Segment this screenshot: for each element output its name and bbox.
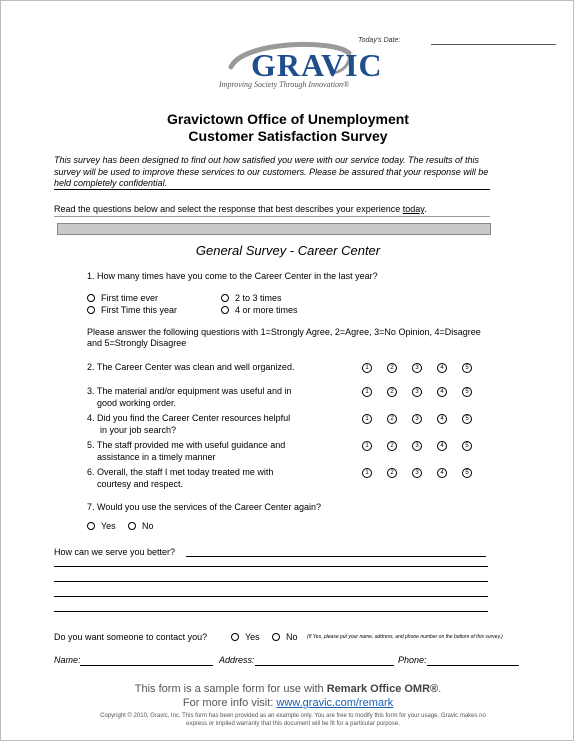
q7-no-label: No	[142, 521, 154, 531]
intro-divider	[54, 189, 490, 190]
copyright-text: Copyright © 2010, Gravic, Inc. This form has been provided as an example only. You are free to modify this form for your usage. Gravic makes no express or implied warranty that this document will be fit for a particular purpose.	[100, 713, 486, 727]
radio-icon	[87, 306, 95, 314]
rating-bubble-q3-4[interactable]: 4	[437, 387, 447, 397]
q1-option-first-this-year[interactable]	[87, 305, 177, 315]
rating-bubble-q4-4[interactable]: 4	[437, 414, 447, 424]
q2-text: 2. The Career Center was clean and well organized.	[87, 362, 295, 372]
radio-icon	[87, 522, 95, 530]
rating-bubble-q2-5[interactable]: 5	[462, 363, 472, 373]
q3-text-line2: good working order.	[97, 398, 177, 408]
rating-bubble-q6-1[interactable]: 1	[362, 468, 372, 478]
rating-bubble-q2-4[interactable]: 4	[437, 363, 447, 373]
q1-option-label: First time ever	[101, 293, 159, 303]
radio-icon	[221, 294, 229, 302]
phone-label: Phone:	[398, 655, 427, 665]
rating-bubble-q6-5[interactable]: 5	[462, 468, 472, 478]
serve-prompt: How can we serve you better?	[54, 547, 176, 557]
rating-bubble-q5-1[interactable]: 1	[362, 441, 372, 451]
q1-option-first-time-ever[interactable]	[87, 293, 158, 303]
q5-text-line1: 5. The staff provided me with useful guidance and	[87, 440, 286, 450]
q6-text-line1: 6. Overall, the staff I met today treated me with	[87, 467, 274, 477]
footer-sample-end: .	[438, 683, 442, 695]
radio-icon	[128, 522, 136, 530]
q5-text-line2: assistance in a timely manner	[97, 452, 216, 462]
rating-bubble-q2-3[interactable]: 3	[412, 363, 422, 373]
name-field[interactable]	[80, 665, 213, 666]
serve-answer-line[interactable]	[54, 581, 488, 582]
instructions-end: .	[424, 204, 427, 214]
rating-bubble-q5-2[interactable]: 2	[387, 441, 397, 451]
footer-info	[1, 697, 574, 709]
q7-yes-label: Yes	[101, 521, 116, 531]
rating-bubble-q4-5[interactable]: 5	[462, 414, 472, 424]
rating-bubble-q3-1[interactable]: 1	[362, 387, 372, 397]
rating-bubble-q3-2[interactable]: 2	[387, 387, 397, 397]
rating-bubble-q5-3[interactable]: 3	[412, 441, 422, 451]
q1-option-label: 4 or more times	[235, 305, 298, 315]
section-bar	[57, 223, 491, 235]
rating-bubble-q6-2[interactable]: 2	[387, 468, 397, 478]
rating-bubble-q6-4[interactable]: 4	[437, 468, 447, 478]
instructions-underlined: today	[402, 204, 425, 214]
serve-answer-line[interactable]	[186, 556, 486, 557]
rating-bubble-q4-1[interactable]: 1	[362, 414, 372, 424]
q6-text-line2: courtesy and respect.	[97, 479, 184, 489]
q4-text-line2: in your job search?	[100, 425, 177, 435]
q7-option-yes[interactable]	[87, 521, 116, 531]
rating-bubble-q5-4[interactable]: 4	[437, 441, 447, 451]
logo-wordmark: GRAVIC	[251, 47, 383, 83]
footer-url-link[interactable]: www.gravic.com/remark	[276, 697, 394, 709]
rating-bubble-q2-2[interactable]: 2	[387, 363, 397, 373]
instructions-text: Read the questions below and select the response that best describes your experience	[54, 204, 403, 214]
q7-question: 7. Would you use the services of the Career Center again?	[87, 502, 321, 512]
footer-sample	[1, 683, 574, 695]
rating-bubble-q4-2[interactable]: 2	[387, 414, 397, 424]
address-label: Address:	[219, 655, 255, 665]
q1-option-2-to-3[interactable]	[221, 293, 282, 303]
address-field[interactable]	[255, 665, 394, 666]
rating-bubble-q2-1[interactable]: 1	[362, 363, 372, 373]
instructions-divider	[54, 216, 490, 217]
intro-text: This survey has been designed to find out how satisfied you were with our service today. The results of this survey will be used to improve these services to our customers. Please be assured that your response will be held completely confidential.	[54, 155, 489, 188]
contact-yes-label: Yes	[245, 632, 260, 642]
contact-no-label: No	[286, 632, 298, 642]
rating-bubble-q4-3[interactable]: 3	[412, 414, 422, 424]
radio-icon	[231, 633, 239, 641]
contact-option-no[interactable]	[272, 632, 298, 642]
serve-answer-line[interactable]	[54, 596, 488, 597]
rating-bubble-q3-3[interactable]: 3	[412, 387, 422, 397]
rating-bubble-q5-5[interactable]: 5	[462, 441, 472, 451]
logo-tagline: Improving Society Through Innovation®	[219, 80, 350, 89]
radio-icon	[272, 633, 280, 641]
q1-option-label: First Time this year	[101, 305, 178, 315]
rating-bubble-q3-5[interactable]: 5	[462, 387, 472, 397]
q1-option-4-or-more[interactable]	[221, 305, 298, 315]
q3-text-line1: 3. The material and/or equipment was useful and in	[87, 386, 292, 396]
section-title: General Survey - Career Center	[195, 243, 381, 258]
q4-text-line1: 4. Did you find the Career Center resources helpful	[87, 413, 291, 423]
footer-sample-text: This form is a sample form for use with	[134, 683, 327, 695]
date-label: Today's Date:	[358, 37, 401, 44]
rating-bubble-q6-3[interactable]: 3	[412, 468, 422, 478]
name-label: Name:	[54, 655, 81, 665]
serve-answer-line[interactable]	[54, 611, 488, 612]
q1-question: 1. How many times have you come to the Career Center in the last year?	[87, 271, 378, 281]
survey-title-line2: Customer Satisfaction Survey	[188, 128, 388, 144]
serve-answer-line[interactable]	[54, 566, 488, 567]
phone-field[interactable]	[427, 665, 519, 666]
footer-product: Remark Office OMR®	[326, 683, 439, 695]
q1-option-label: 2 to 3 times	[235, 293, 282, 303]
radio-icon	[87, 294, 95, 302]
contact-question: Do you want someone to contact you?	[54, 632, 208, 642]
radio-icon	[221, 306, 229, 314]
contact-option-yes[interactable]	[231, 632, 260, 642]
instructions	[54, 204, 427, 214]
q7-option-no[interactable]	[128, 521, 154, 531]
date-field[interactable]	[431, 44, 556, 45]
survey-title-line1: Gravictown Office of Unemployment	[167, 111, 409, 127]
scale-instructions: Please answer the following questions with 1=Strongly Agree, 2=Agree, 3=No Opinion, 4=Disagree and 5=Strongly Disagree	[87, 327, 481, 348]
contact-note: (If Yes, please put your name, address, and phone number on the bottom of this survey.)	[307, 634, 503, 640]
footer-info-text: For more info visit:	[182, 697, 277, 709]
